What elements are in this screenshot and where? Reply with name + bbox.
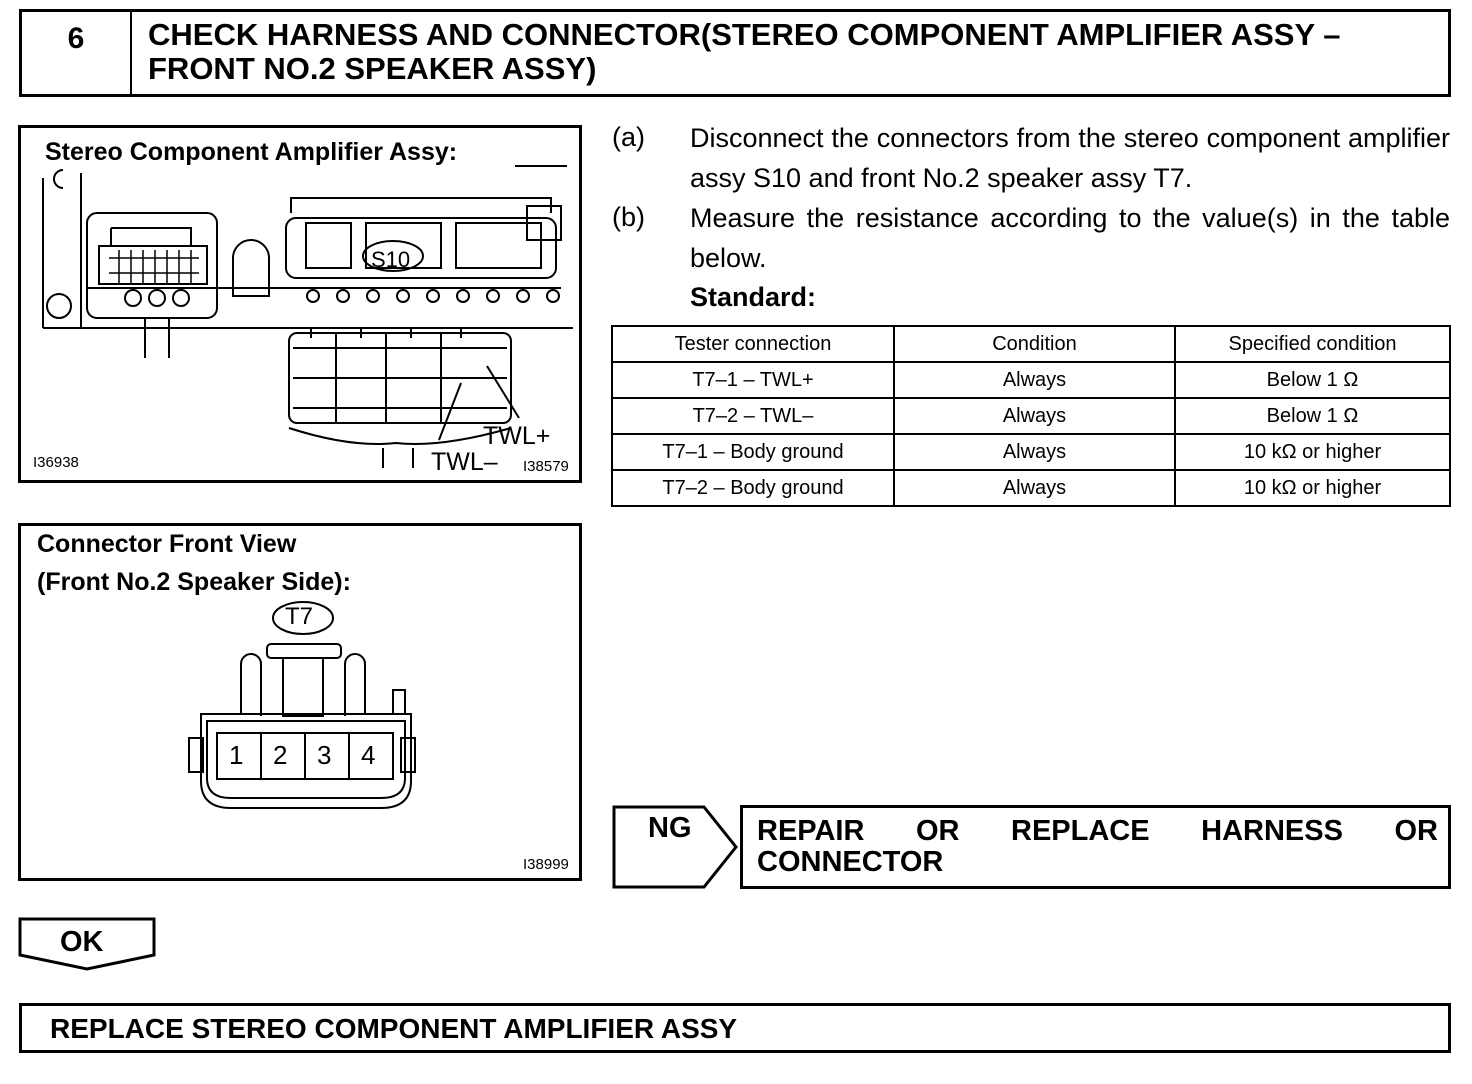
t7-connector-illustration — [21, 526, 579, 878]
amplifier-connector-figure — [18, 125, 582, 483]
figure2-label-line1: Connector Front View — [37, 530, 297, 558]
twl-minus-callout: TWL– — [431, 448, 498, 476]
figure2-label-line2: (Front No.2 Speaker Side): — [37, 568, 351, 596]
figure1-code-left: I36938 — [33, 454, 79, 471]
header-specified-condition: Specified condition — [1175, 326, 1450, 362]
cell-tester-connection: T7–2 – Body ground — [612, 470, 894, 506]
ng-action-line1 — [757, 816, 1438, 847]
pin-1: 1 — [229, 740, 244, 770]
ng-action-box — [740, 805, 1451, 889]
cell-tester-connection: T7–2 – TWL– — [612, 398, 894, 434]
pin-3: 3 — [317, 740, 332, 770]
twl-plus-callout: TWL+ — [483, 422, 551, 450]
step-b-letter: (b) — [612, 202, 645, 232]
ng-word: REPLACE — [1011, 815, 1150, 847]
ng-action-text — [757, 816, 1438, 878]
ok-result-text: REPLACE STEREO COMPONENT AMPLIFIER ASSY — [50, 1013, 738, 1044]
step-title: CHECK HARNESS AND CONNECTOR(STEREO COMPONENT AMPLIFIER ASSY – FRONT NO.2 SPEAKER ASSY) — [148, 17, 1341, 86]
cell-tester-connection: T7–1 – Body ground — [612, 434, 894, 470]
table-row — [612, 362, 1450, 398]
cell-specified-condition: 10 kΩ or higher — [1175, 434, 1450, 470]
step-b-text: Measure the resistance according to the value(s) in the table below. — [690, 203, 1450, 273]
cell-condition: Always — [894, 470, 1175, 506]
speaker-connector-figure — [18, 523, 582, 881]
ng-word: OR — [1394, 815, 1438, 847]
standard-label: Standard: — [690, 282, 817, 312]
step-a-text: Disconnect the connectors from the stereo component amplifier assy S10 and front No.2 speaker assy T7. — [690, 123, 1450, 193]
s10-label: S10 — [371, 247, 411, 272]
ok-result-box — [19, 1003, 1451, 1053]
t7-label: T7 — [285, 603, 314, 630]
table-row — [612, 398, 1450, 434]
ng-action-line2: CONNECTOR — [757, 846, 944, 878]
figure1-code-right: I38579 — [523, 458, 569, 475]
ng-word: REPAIR — [757, 815, 865, 847]
cell-specified-condition: 10 kΩ or higher — [1175, 470, 1450, 506]
cell-specified-condition: Below 1 Ω — [1175, 362, 1450, 398]
pin-2: 2 — [273, 740, 288, 770]
table-header-row — [612, 326, 1450, 362]
cell-tester-connection: T7–1 – TWL+ — [612, 362, 894, 398]
table-row — [612, 470, 1450, 506]
cell-condition: Always — [894, 434, 1175, 470]
figure2-code: I38999 — [523, 856, 569, 873]
pin-4: 4 — [361, 740, 376, 770]
header-condition: Condition — [894, 326, 1175, 362]
ok-label: OK — [60, 926, 104, 958]
ng-word: OR — [915, 815, 960, 847]
table-row — [612, 434, 1450, 470]
cell-condition: Always — [894, 362, 1175, 398]
figure1-label: Stereo Component Amplifier Assy: — [45, 138, 458, 166]
step-header — [19, 9, 1451, 97]
header-tester-connection: Tester connection — [612, 326, 894, 362]
step-number: 6 — [22, 12, 132, 94]
ng-word: HARNESS — [1201, 815, 1343, 847]
cell-condition: Always — [894, 398, 1175, 434]
step-a-letter: (a) — [612, 122, 645, 152]
cell-specified-condition: Below 1 Ω — [1175, 398, 1450, 434]
resistance-spec-table — [611, 325, 1451, 507]
ng-label: NG — [648, 812, 692, 844]
